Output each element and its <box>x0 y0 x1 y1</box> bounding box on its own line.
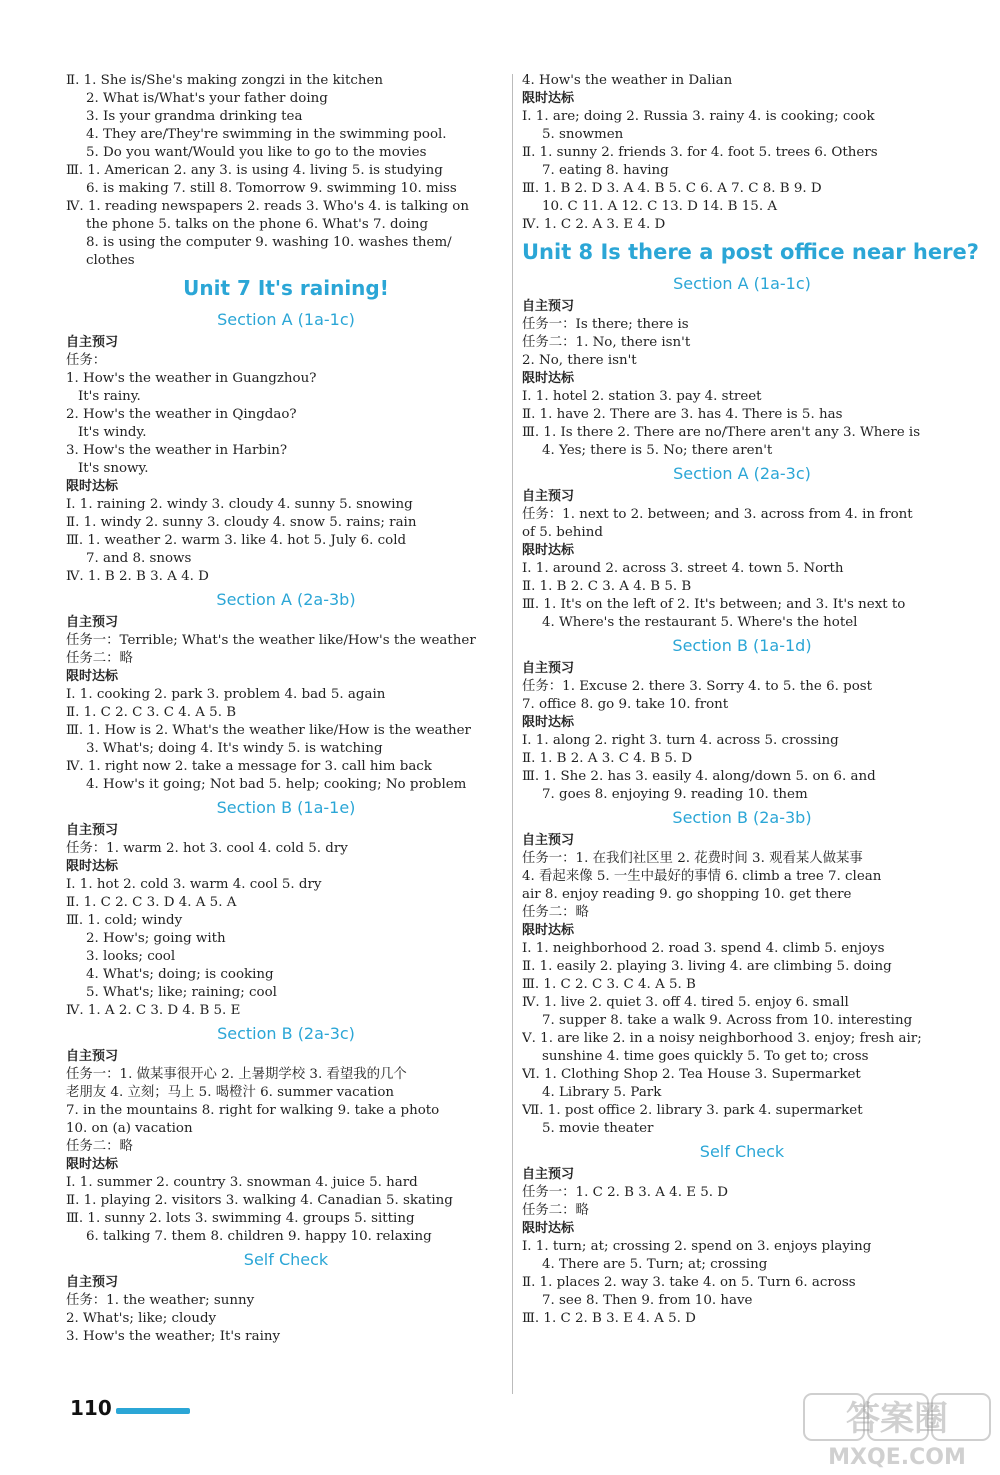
exercise-label: 自主预习 <box>522 1167 575 1182</box>
answer-line: Ⅰ. 1. are; doing 2. Russia 3. rainy 4. is cooking; cook <box>522 109 875 124</box>
answer-line: 2. How's; going with <box>86 931 226 946</box>
answer-line: 任务： <box>66 353 107 368</box>
answer-line: 4. How's it going; Not bad 5. help; cooking; No problem <box>86 777 467 792</box>
section-title: Section A (1a-1c) <box>217 310 355 329</box>
exercise-label: 自主预习 <box>66 1049 119 1064</box>
answer-line: 7. and 8. snows <box>86 551 192 566</box>
watermark-chinese: 答案圈 <box>846 1399 948 1439</box>
answer-line: 任务一：Terrible; What's the weather like/How's the weather <box>66 633 476 648</box>
answer-line: 任务：1. warm 2. hot 3. cool 4. cold 5. dry <box>66 841 348 856</box>
answer-line: 7. supper 8. take a walk 9. Across from 10. interesting <box>542 1013 913 1028</box>
answer-line: 任务二：1. No, there isn't <box>522 335 691 350</box>
answer-line: 7. see 8. Then 9. from 10. have <box>542 1293 753 1308</box>
exercise-label: 限时达标 <box>66 479 119 494</box>
watermark-url: MXQE.COM <box>828 1445 966 1470</box>
answer-line: Ⅲ. 1. She 2. has 3. easily 4. along/down 5. on 6. and <box>522 769 876 784</box>
answer-line: 7. goes 8. enjoying 9. reading 10. them <box>542 787 808 802</box>
answer-line: Ⅰ. 1. neighborhood 2. road 3. spend 4. climb 5. enjoys <box>522 941 885 956</box>
section-title: Section A (2a-3c) <box>673 464 811 483</box>
section-title: Section B (1a-1e) <box>216 798 356 817</box>
section-title: Section B (1a-1d) <box>672 636 812 655</box>
answer-line: Ⅲ. 1. B 2. D 3. A 4. B 5. C 6. A 7. C 8. B 9. D <box>522 181 822 196</box>
answer-line: Ⅳ. 1. reading newspapers 2. reads 3. Who's 4. is talking on <box>66 199 469 214</box>
answer-line: 3. What's; doing 4. It's windy 5. is watching <box>86 741 383 756</box>
answer-line: 5. movie theater <box>542 1121 654 1136</box>
exercise-label: 限时达标 <box>522 715 575 730</box>
answer-line: Ⅲ. 1. It's on the left of 2. It's between; and 3. It's next to <box>522 597 906 612</box>
exercise-label: 限时达标 <box>522 1221 575 1236</box>
answer-line: 4. Yes; there is 5. No; there aren't <box>542 443 773 458</box>
answer-line: 2. How's the weather in Qingdao? <box>66 407 297 422</box>
left-column <box>66 72 506 1346</box>
answer-line: 8. is using the computer 9. washing 10. washes them/ <box>86 235 452 250</box>
answer-line: Ⅱ. 1. B 2. C 3. A 4. B 5. B <box>522 579 692 594</box>
exercise-label: 限时达标 <box>522 91 575 106</box>
answer-line: 2. What is/What's your father doing <box>86 91 328 106</box>
answer-line: the phone 5. talks on the phone 6. What's 7. doing <box>86 217 429 232</box>
answer-line: Ⅱ. 1. easily 2. playing 3. living 4. are climbing 5. doing <box>522 959 892 974</box>
answer-line: Ⅳ. 1. right now 2. take a message for 3. call him back <box>66 759 432 774</box>
section-title: Section B (2a-3c) <box>217 1024 355 1043</box>
answer-line: It's rainy. <box>78 389 141 404</box>
answer-line: Ⅰ. 1. hotel 2. station 3. pay 4. street <box>522 389 762 404</box>
answer-line: 3. looks; cool <box>86 949 176 964</box>
answer-line: 4. Where's the restaurant 5. Where's the hotel <box>542 615 858 630</box>
answer-line: Ⅴ. 1. are like 2. in a noisy neighborhood 3. enjoy; fresh air; <box>522 1031 922 1046</box>
answer-line: air 8. enjoy reading 9. go shopping 10. get there <box>522 887 852 902</box>
answer-line: Ⅰ. 1. raining 2. windy 3. cloudy 4. sunny 5. snowing <box>66 497 413 512</box>
answer-line: Ⅱ. 1. have 2. There are 3. has 4. There is 5. has <box>522 407 843 422</box>
answer-line: 3. Is your grandma drinking tea <box>86 109 303 124</box>
answer-line: 3. How's the weather; It's rainy <box>66 1329 281 1344</box>
answer-line: Ⅲ. 1. weather 2. warm 3. like 4. hot 5. July 6. cold <box>66 533 407 548</box>
answer-line: 6. talking 7. them 8. children 9. happy 10. relaxing <box>86 1229 432 1244</box>
answer-line: It's windy. <box>78 425 147 440</box>
watermark-logo <box>800 1390 995 1470</box>
exercise-label: 限时达标 <box>522 543 575 558</box>
answer-line: Ⅲ. 1. sunny 2. lots 3. swimming 4. groups 5. sitting <box>66 1211 415 1226</box>
answer-line: Ⅲ. 1. cold; windy <box>66 913 183 928</box>
exercise-label: 自主预习 <box>522 299 575 314</box>
answer-line: Ⅰ. 1. hot 2. cold 3. warm 4. cool 5. dry <box>66 877 322 892</box>
answer-line: Ⅰ. 1. along 2. right 3. turn 4. across 5. crossing <box>522 733 839 748</box>
answer-line: 任务一：1. 在我们社区里 2. 花费时间 3. 观看某人做某事 <box>522 851 863 866</box>
unit-title: Unit 7 It's raining! <box>183 276 389 300</box>
answer-line: Ⅳ. 1. C 2. A 3. E 4. D <box>522 217 666 232</box>
answer-line: 任务：1. next to 2. between; and 3. across from 4. in front <box>522 507 913 522</box>
answer-line: Ⅳ. 1. A 2. C 3. D 4. B 5. E <box>66 1003 241 1018</box>
exercise-label: 限时达标 <box>522 371 575 386</box>
answer-line: 7. eating 8. having <box>542 163 669 178</box>
answer-line: Ⅰ. 1. around 2. across 3. street 4. town 5. North <box>522 561 844 576</box>
answer-line: sunshine 4. time goes quickly 5. To get to; cross <box>542 1049 869 1064</box>
answer-line: Ⅲ. 1. C 2. B 3. E 4. A 5. D <box>522 1311 696 1326</box>
answer-line: Ⅱ. 1. sunny 2. friends 3. for 4. foot 5. trees 6. Others <box>522 145 878 160</box>
answer-line: 6. is making 7. still 8. Tomorrow 9. swimming 10. miss <box>86 181 457 196</box>
answer-line: Ⅱ. 1. windy 2. sunny 3. cloudy 4. snow 5. rains; rain <box>66 515 417 530</box>
section-title: Section B (2a-3b) <box>672 808 812 827</box>
answer-line: 4. There are 5. Turn; at; crossing <box>542 1257 768 1272</box>
answer-line: 2. No, there isn't <box>522 353 637 368</box>
exercise-label: 限时达标 <box>66 669 119 684</box>
answer-line: 7. in the mountains 8. right for walking 9. take a photo <box>66 1103 440 1118</box>
answer-line: Ⅲ. 1. How is 2. What's the weather like/How is the weather <box>66 723 471 738</box>
exercise-label: 限时达标 <box>522 923 575 938</box>
answer-line: 10. C 11. A 12. C 13. D 14. B 15. A <box>542 199 778 214</box>
answer-line: Ⅱ. 1. She is/She's making zongzi in the kitchen <box>66 73 384 88</box>
answer-line: Ⅲ. 1. C 2. C 3. C 4. A 5. B <box>522 977 696 992</box>
answer-line: Ⅱ. 1. playing 2. visitors 3. walking 4. Canadian 5. skating <box>66 1193 453 1208</box>
answer-line: It's snowy. <box>78 461 149 476</box>
answer-line: 4. 看起来像 5. 一生中最好的事情 6. climb a tree 7. clean <box>522 869 882 884</box>
exercise-label: 自主预习 <box>522 489 575 504</box>
answer-line: 2. What's; like; cloudy <box>66 1311 217 1326</box>
answer-line: Ⅳ. 1. live 2. quiet 3. off 4. tired 5. enjoy 6. small <box>522 995 849 1010</box>
answer-line: 1. How's the weather in Guangzhou? <box>66 371 317 386</box>
answer-line: 任务二：略 <box>522 905 589 920</box>
answer-line: 4. What's; doing; is cooking <box>86 967 274 982</box>
answer-line: 任务二：略 <box>522 1203 589 1218</box>
answer-line: Ⅶ. 1. post office 2. library 3. park 4. supermarket <box>522 1103 863 1118</box>
exercise-label: 自主预习 <box>66 615 119 630</box>
exercise-label: 限时达标 <box>66 859 119 874</box>
answer-line: Ⅱ. 1. B 2. A 3. C 4. B 5. D <box>522 751 693 766</box>
exercise-label: 自主预习 <box>522 661 575 676</box>
answer-line: 任务一：Is there; there is <box>522 317 689 332</box>
exercise-label: 自主预习 <box>66 1275 119 1290</box>
answer-line: Ⅰ. 1. cooking 2. park 3. problem 4. bad 5. again <box>66 687 386 702</box>
answer-line: 老朋友 4. 立刻；马上 5. 喝橙汁 6. summer vacation <box>66 1085 395 1100</box>
exercise-label: 自主预习 <box>66 823 119 838</box>
answer-line: Ⅵ. 1. Clothing Shop 2. Tea House 3. Supermarket <box>522 1067 861 1082</box>
answer-line: Ⅱ. 1. places 2. way 3. take 4. on 5. Turn 6. across <box>522 1275 856 1290</box>
answer-line: Ⅳ. 1. B 2. B 3. A 4. D <box>66 569 209 584</box>
answer-line: 任务二：略 <box>66 1139 133 1154</box>
answer-line: 任务一：1. 做某事很开心 2. 上暑期学校 3. 看望我的几个 <box>66 1067 407 1082</box>
answer-line: Ⅰ. 1. summer 2. country 3. snowman 4. juice 5. hard <box>66 1175 418 1190</box>
section-title: Self Check <box>699 1142 785 1161</box>
section-title: Self Check <box>243 1250 329 1269</box>
answer-line: clothes <box>86 253 135 268</box>
page-number-bar <box>116 1408 190 1414</box>
unit-title: Unit 8 Is there a post office near here? <box>522 240 979 264</box>
exercise-label: 自主预习 <box>66 335 119 350</box>
section-title: Section A (2a-3b) <box>216 590 356 609</box>
answer-line: Ⅰ. 1. turn; at; crossing 2. spend on 3. enjoys playing <box>522 1239 872 1254</box>
answer-line: 5. Do you want/Would you like to go to the movies <box>86 145 427 160</box>
answer-line: 7. office 8. go 9. take 10. front <box>522 697 729 712</box>
answer-line: 任务：1. Excuse 2. there 3. Sorry 4. to 5. the 6. post <box>522 679 873 694</box>
answer-line: 5. What's; like; raining; cool <box>86 985 277 1000</box>
answer-line: 10. on (a) vacation <box>66 1121 193 1136</box>
exercise-label: 限时达标 <box>66 1157 119 1172</box>
answer-line: 3. How's the weather in Harbin? <box>66 443 288 458</box>
answer-line: Ⅲ. 1. American 2. any 3. is using 4. living 5. is studying <box>66 163 443 178</box>
answer-line: Ⅱ. 1. C 2. C 3. D 4. A 5. A <box>66 895 237 910</box>
section-title: Section A (1a-1c) <box>673 274 811 293</box>
exercise-label: 自主预习 <box>522 833 575 848</box>
answer-line: Ⅲ. 1. Is there 2. There are no/There aren't any 3. Where is <box>522 425 921 440</box>
page-number: 110 <box>70 1396 112 1420</box>
right-column <box>522 72 979 1328</box>
answer-line: 5. snowmen <box>542 127 624 142</box>
answer-line: Ⅱ. 1. C 2. C 3. C 4. A 5. B <box>66 705 237 720</box>
answer-line: 任务一：1. C 2. B 3. A 4. E 5. D <box>522 1185 729 1200</box>
answer-line: 4. Library 5. Park <box>542 1085 662 1100</box>
answer-line: 任务：1. the weather; sunny <box>66 1293 255 1308</box>
answer-line: 任务二：略 <box>66 651 133 666</box>
column-divider <box>512 74 513 1394</box>
answer-line: of 5. behind <box>522 525 603 540</box>
answer-line: 4. How's the weather in Dalian <box>522 73 733 88</box>
answer-line: 4. They are/They're swimming in the swimming pool. <box>86 127 447 142</box>
